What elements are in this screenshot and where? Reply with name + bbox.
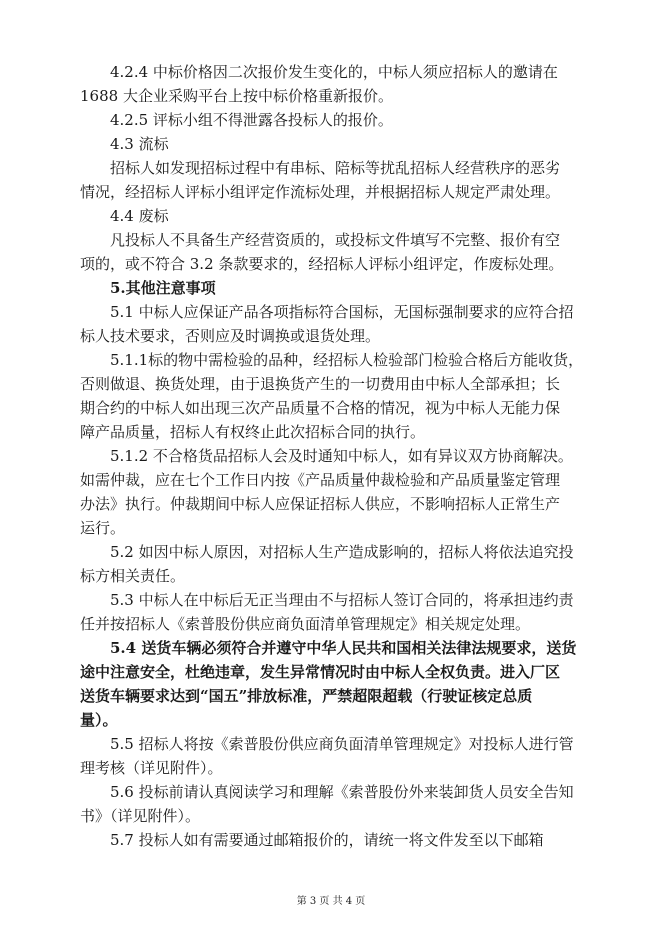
body-text-line: 书》（详见附件）。 [80,807,201,825]
body-text-line: 5.1.1标的物中需检验的品种，经招标人检验部门检验合格后方能收货， [110,351,584,369]
body-text-line: 5.5 招标人将按《索普股份供应商负面清单管理规定》对投标人进行管 [110,735,574,753]
body-text-line-bold: 5.4 送货车辆必须符合并遵守中华人民共和国相关法律法规要求，送货 [110,639,577,657]
body-text-line: 5.1 中标人应保证产品各项指标符合国标，无国标强制要求的应符合招 [110,303,574,321]
page-number-footer: 第 3 页 共 4 页 [296,896,366,907]
body-text-line-bold: 途中注意安全，杜绝违章，发生异常情况时由中标人全权负责。进入厂区 [80,663,561,681]
body-text-line: 项的，或不符合 3.2 条款要求的，经招标人评标小组评定，作废标处理。 [80,255,564,273]
body-text-line: 标人技术要求，否则应及时调换或退货处理。 [80,327,381,345]
body-text-line-bold: 5.其他注意事项 [110,279,216,297]
body-text-line: 4.4 废标 [110,207,169,225]
body-text-line: 1688 大企业采购平台上按中标价格重新报价。 [80,87,393,105]
body-text-line: 5.7 投标人如有需要通过邮箱报价的，请统一将文件发至以下邮箱 [110,831,544,849]
body-text-line: 如需仲裁，应在七个工作日内按《产品质量仲裁检验和产品质量鉴定管理 [80,471,561,489]
body-text-line: 5.6 投标前请认真阅读学习和理解《索普股份外来装卸货人员安全告知 [110,783,574,801]
body-text-line-bold: 量）。 [80,711,118,729]
body-text-line: 期合约的中标人如出现三次产品质量不合格的情况，视为中标人无能力保 [80,399,561,417]
body-text-line: 4.3 流标 [110,135,169,153]
body-text-line: 运行。 [80,519,126,537]
body-text-line: 办法》执行。仲裁期间中标人应保证招标人供应，不影响招标人正常生产 [80,495,561,513]
body-text-line: 理考核（详见附件）。 [80,759,223,777]
document-body [80,60,586,852]
body-text-line: 否则做退、换货处理，由于退换货产生的一切费用由中标人全部承担；长 [80,375,561,393]
body-text-line: 凡投标人不具备生产经营资质的，或投标文件填写不完整、报价有空 [110,231,561,249]
body-text-line: 招标人如发现招标过程中有串标、陪标等扰乱招标人经营秩序的恶劣 [110,159,561,177]
body-text-line: 标方相关责任。 [80,567,186,585]
body-text-line: 5.2 如因中标人原因，对招标人生产造成影响的，招标人将依法追究投 [110,543,574,561]
body-text-line: 障产品质量，招标人有权终止此次招标合同的执行。 [80,423,426,441]
body-text-line: 5.1.2 不合格货品招标人会及时通知中标人，如有异议双方协商解决。 [110,447,573,465]
body-text-line: 情况，经招标人评标小组评定作流标处理，并根据招标人规定严肃处理。 [80,183,561,201]
body-text-line: 任并按招标人《索普股份供应商负面清单管理规定》相关规定处理。 [80,615,531,633]
body-text-line-bold: 送货车辆要求达到“国五”排放标准，严禁超限超载（行驶证核定总质 [80,687,533,705]
body-text-line: 4.2.5 评标小组不得泄露各投标人的报价。 [110,111,393,129]
body-text-line: 5.3 中标人在中标后无正当理由不与招标人签订合同的，将承担违约责 [110,591,574,609]
body-text-line: 4.2.4 中标价格因二次报价发生变化的，中标人须应招标人的邀请在 [110,63,558,81]
